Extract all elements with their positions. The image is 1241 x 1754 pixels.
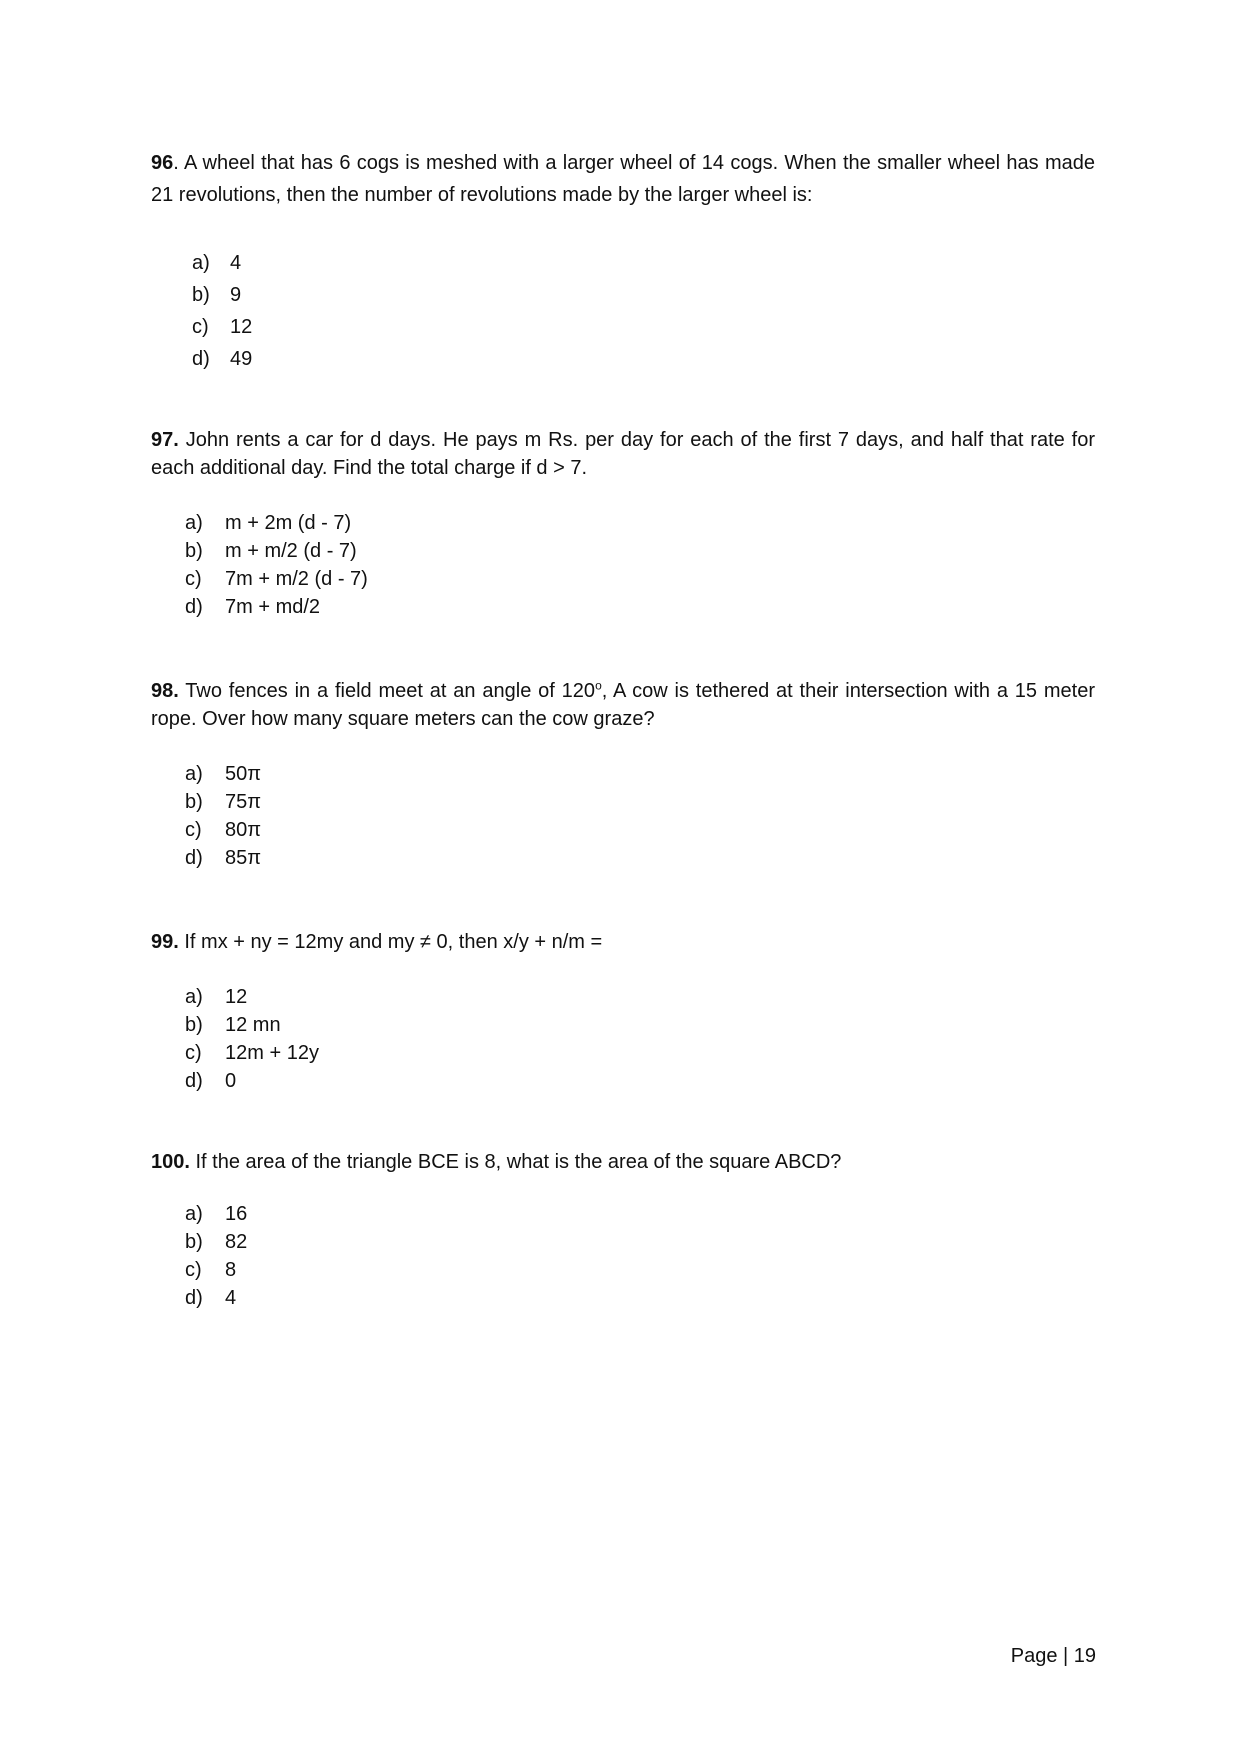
option-a: a) 12 — [185, 986, 248, 1008]
question-number: 98. — [151, 680, 179, 702]
question-text: 99. If mx + ny = 12my and my ≠ 0, then x/y + n/m = — [151, 931, 603, 953]
question-number: 100. — [151, 1151, 190, 1173]
answer-options — [185, 509, 1095, 621]
option-c: c) 12m + 12y — [185, 1042, 319, 1064]
question-100 — [151, 1148, 1095, 1312]
option-b: b) 12 mn — [185, 1014, 281, 1036]
option-a: a) 4 — [192, 252, 242, 274]
answer-options — [185, 1200, 1095, 1312]
option-a: a) 50π — [185, 763, 262, 785]
question-text: 98. Two fences in a field meet at an angle of 120$^o$, A cow is tethered at their intersection with a 15 meter rope. Over how many square meters can the cow graze? — [151, 678, 1095, 730]
option-d: d) 0 — [185, 1070, 237, 1092]
option-b: b) 9 — [192, 284, 242, 306]
question-text: 96. A wheel that has 6 cogs is meshed with a larger wheel of 14 cogs. When the smaller wheel has made 21 revolutions, then the number of revolutions made by the larger wheel is: — [151, 152, 1095, 206]
question-99 — [151, 928, 1095, 1095]
option-c: c) 80π — [185, 819, 262, 841]
question-97 — [151, 426, 1095, 621]
question-text: 100. If the area of the triangle BCE is 8, what is the area of the square ABCD? — [151, 1151, 842, 1173]
question-number: 97. — [151, 429, 179, 451]
question-98 — [151, 677, 1095, 872]
option-d: d) 85π — [185, 847, 262, 869]
question-number: 99. — [151, 931, 179, 953]
question-text: 97. John rents a car for d days. He pays m Rs. per day for each of the first 7 days, and half that rate for each additional day. Find the total charge if d > 7. — [151, 429, 1095, 479]
option-c: c) 7m + m/2 (d - 7) — [185, 568, 368, 590]
option-d: d) 4 — [185, 1287, 237, 1309]
question-number: 96 — [151, 152, 174, 174]
option-c: c) 8 — [185, 1259, 237, 1281]
question-96 — [151, 147, 1095, 375]
option-a: a) 16 — [185, 1203, 248, 1225]
answer-options — [192, 247, 1095, 375]
option-d: d) 7m + md/2 — [185, 596, 321, 618]
degree-superscript: o — [595, 678, 602, 693]
option-b: b) 75π — [185, 791, 262, 813]
answer-options — [185, 983, 1095, 1095]
option-b: b) m + m/2 (d - 7) — [185, 540, 357, 562]
option-b: b) 82 — [185, 1231, 248, 1253]
page-number-footer: Page | 19 — [1010, 1645, 1096, 1667]
option-d: d) 49 — [192, 348, 253, 370]
option-c: c) 12 — [192, 316, 253, 338]
answer-options — [185, 760, 1095, 872]
option-a: a) m + 2m (d - 7) — [185, 512, 352, 534]
